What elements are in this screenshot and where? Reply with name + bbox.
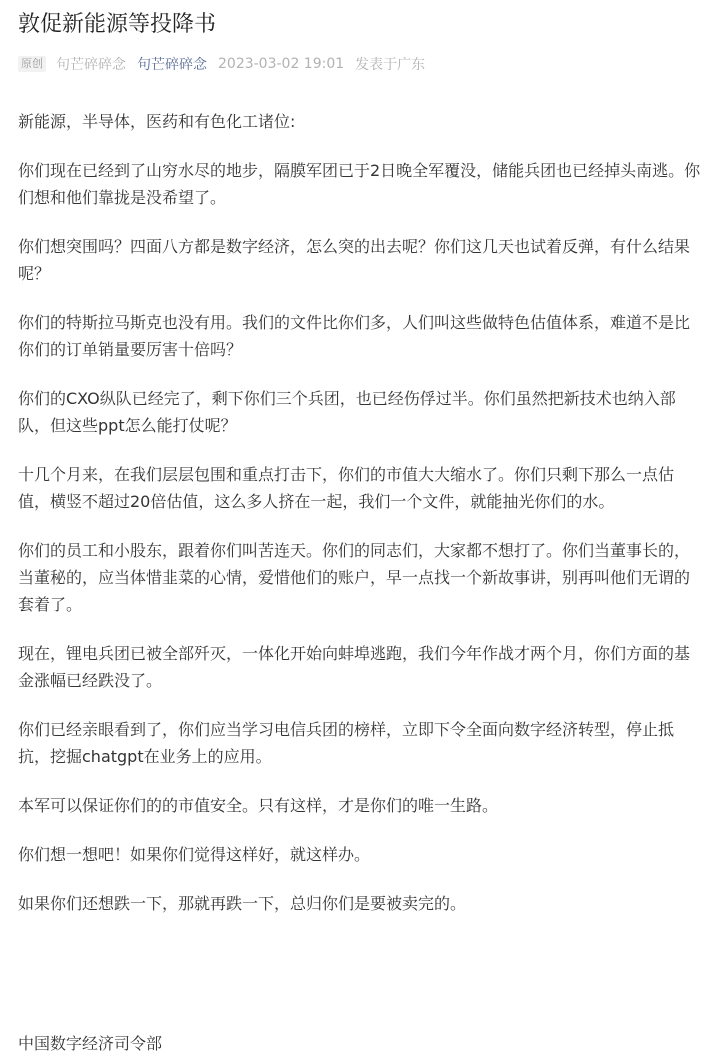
paragraph: 本军可以保证你们的的市值安全。只有这样，才是你们的唯一生路。	[18, 796, 499, 815]
paragraph: 你们的CXO纵队已经完了，剩下你们三个兵团，也已经伤俘过半。你们虽然把新技术也纳入部队，但这些ppt怎么能打仗呢？	[18, 389, 676, 435]
paragraph: 你们的特斯拉马斯克也没有用。我们的文件比你们多，人们叫这些做特色估值体系，难道不是比你们的订单销量要厉害十倍吗？	[18, 313, 691, 359]
article-title: 敦促新能源等投降书	[18, 12, 217, 37]
author-link[interactable]: 句芒碎碎念	[137, 57, 207, 73]
article-body	[18, 108, 702, 939]
signature: 中国数字经济司令部	[18, 1034, 163, 1053]
publish-time: 2023-03-02 19:01	[218, 56, 345, 72]
paragraph: 你们的员工和小股东，跟着你们叫苦连天。你们的同志们，大家都不想打了。你们当董事长的，当董秘的，应当体惜韭菜的心情，爱惜他们的账户，早一点找一个新故事讲，别再叫他们无谓的套着了。	[18, 541, 691, 614]
paragraph: 如果你们还想跌一下，那就再跌一下，总归你们是要被卖完的。	[18, 894, 467, 913]
original-badge: 原创	[18, 56, 46, 72]
account-name[interactable]: 句芒碎碎念	[56, 57, 126, 73]
paragraph: 现在，锂电兵团已被全部歼灭，一体化开始向蚌埠逃跑，我们今年作战才两个月，你们方面的基金涨幅已经跌没了。	[18, 644, 691, 690]
paragraph: 你们已经亲眼看到了，你们应当学习电信兵团的榜样，立即下令全面向数字经济转型，停止抵抗，挖掘chatgpt在业务上的应用。	[18, 720, 675, 766]
article-meta	[18, 53, 436, 75]
publish-location: 发表于广东	[355, 57, 426, 73]
paragraph: 你们想一想吧！如果你们觉得这样好，就这样办。	[18, 845, 371, 864]
paragraph: 十几个月来，在我们层层包围和重点打击下，你们的市值大大缩水了。你们只剩下那么一点估值，横竖不超过20倍估值，这么多人挤在一起，我们一个文件，就能抽光你们的水。	[18, 465, 675, 511]
paragraph: 你们想突围吗？四面八方都是数字经济，怎么突的出去呢？你们这几天也试着反弹，有什么结果呢？	[18, 237, 691, 283]
paragraph: 你们现在已经到了山穷水尽的地步，隔膜军团已于2日晚全军覆没，储能兵团也已经掉头南逃。你们想和他们靠拢是没希望了。	[18, 161, 701, 207]
paragraph: 新能源，半导体，医药和有色化工诸位:	[18, 112, 296, 131]
